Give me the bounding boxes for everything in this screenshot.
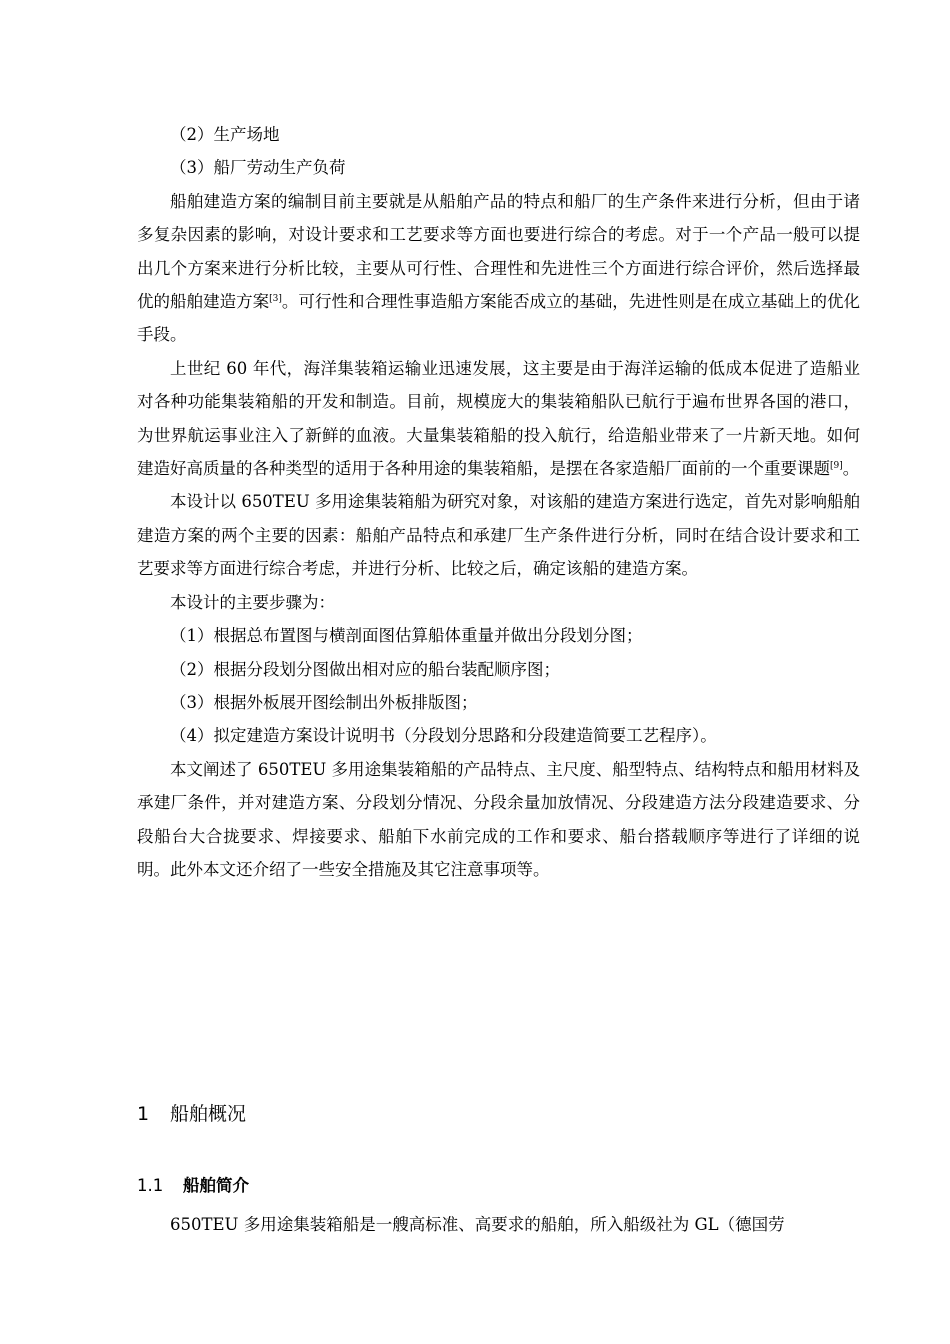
paragraph-design-subject: 本设计以 650TEU 多用途集装箱船为研究对象，对该船的建造方案进行选定，首先对影响船舶建造方案的两个主要的因素：船舶产品特点和承建厂生产条件进行分析，同时在结合设计要求和工艺要求等方面进行综合考虑，并进行分析、比较之后，确定该船的建造方案。	[137, 492, 860, 579]
citation-ref[interactable]: [9]	[830, 461, 843, 472]
step-item: （4）拟定建造方案设计说明书（分段划分思路和分段建造简要工艺程序）。	[170, 726, 717, 746]
section-title: 船舶概况	[170, 1103, 247, 1125]
section-number: 1.1	[137, 1176, 164, 1195]
step-item: （1）根据总布置图与横剖面图估算船体重量并做出分段划分图；	[170, 626, 643, 646]
citation-ref[interactable]: [3]	[269, 294, 282, 305]
list-item: （2）生产场地	[170, 125, 280, 144]
paragraph-ship-intro: 650TEU 多用途集装箱船是一艘高标准、高要求的船舶，所入船级社为 GL（德国劳	[170, 1215, 785, 1234]
step-item: （3）根据外板展开图绘制出外板排版图；	[170, 692, 478, 712]
steps-intro: 本设计的主要步骤为：	[170, 592, 335, 612]
section-heading-1	[137, 1098, 246, 1130]
body-text	[137, 118, 860, 886]
section-number: 1	[137, 1103, 150, 1125]
paragraph-summary: 本文阐述了 650TEU 多用途集装箱船的产品特点、主尺度、船型特点、结构特点和船用材料及承建厂条件，并对建造方案、分段划分情况、分段余量加放情况、分段建造方法分段建造要求、分段船台大合拢要求、焊接要求、船舶下水前完成的工作和要求、船台搭载顺序等进行了详细的说明。此外本文还介绍了一些安全措施及其它注意事项等。	[137, 759, 860, 879]
section-title: 船舶简介	[183, 1176, 249, 1195]
step-item: （2）根据分段划分图做出相对应的船台装配顺序图；	[170, 659, 560, 679]
section-heading-1-1	[137, 1171, 249, 1201]
paragraph-construction-plan: 船舶建造方案的编制目前主要就是从船舶产品的特点和船厂的生产条件来进行分析，但由于诸多复杂因素的影响，对设计要求和工艺要求等方面也要进行综合的考虑。对于一个产品一般可以提出几个方案来进行分析比较，主要从可行性、合理性和先进性三个方面进行综合评价，然后选择最优的船舶建造方案[3]。可行性和合理性事造船方案能否成立的基础，先进性则是在成立基础上的优化手段。	[137, 191, 861, 345]
list-item: （3）船厂劳动生产负荷	[170, 158, 346, 178]
paragraph-container-history: 上世纪 60 年代，海洋集装箱运输业迅速发展，这主要是由于海洋运输的低成本促进了造船业对各种功能集装箱船的开发和制造。目前，规模庞大的集装箱船队已航行于遍布世界各国的港口，为世界航运事业注入了新鲜的血液。大量集装箱船的投入航行，给造船业带来了一片新天地。如何建造好高质量的各种类型的适用于各种用途的集装箱船，是摆在各家造船厂面前的一个重要课题[9]。	[137, 358, 860, 479]
